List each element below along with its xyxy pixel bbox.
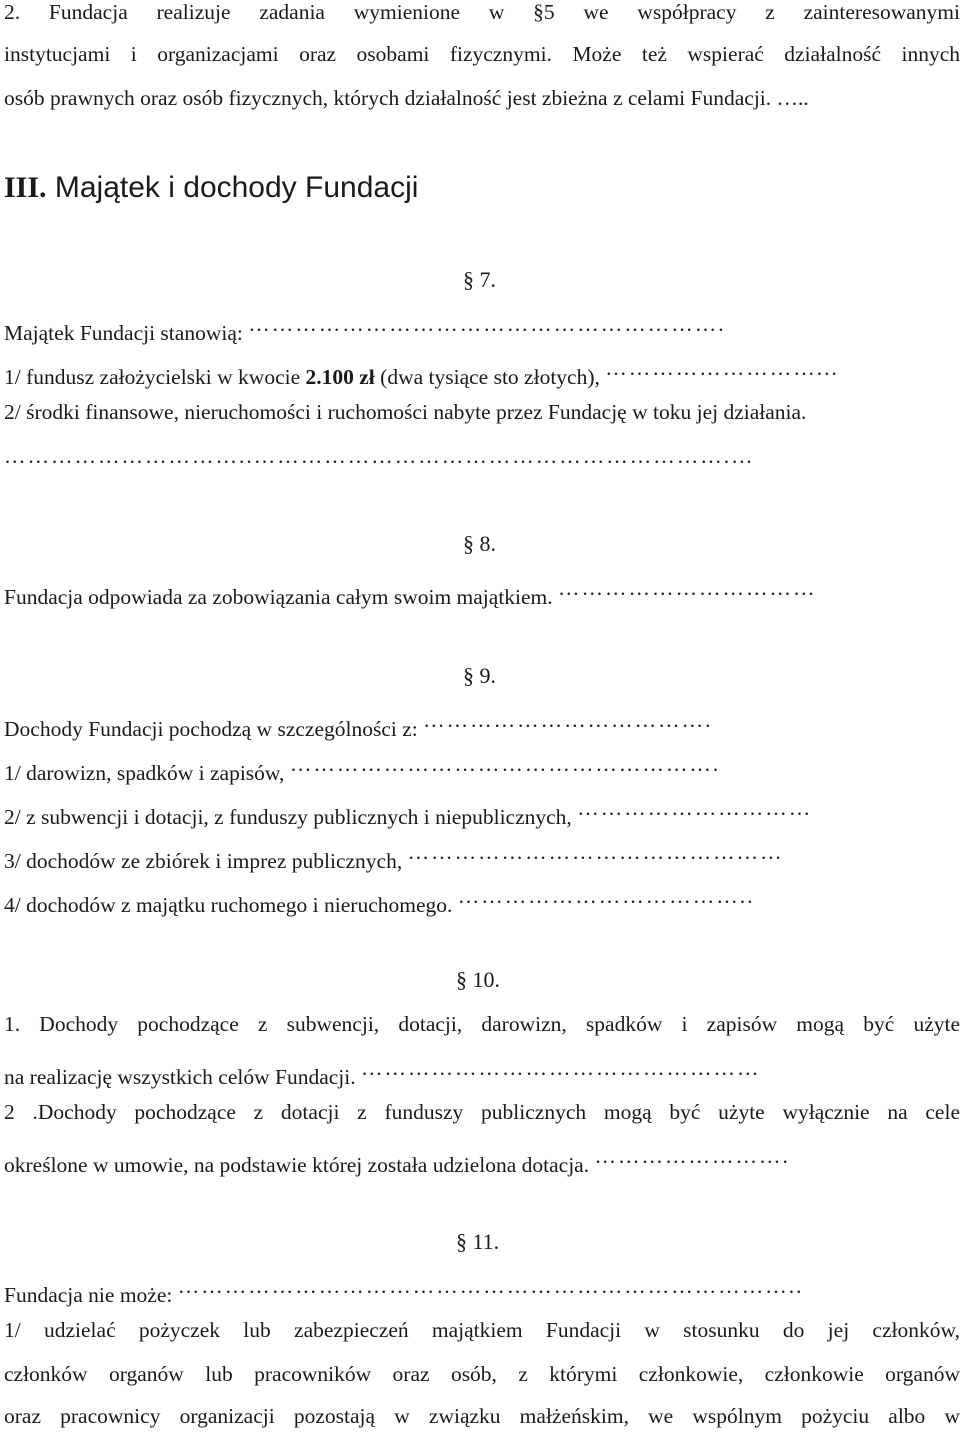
section-11-intro-text: Fundacja nie może:: [4, 1283, 173, 1307]
dot-leader: ……………………………………………………………………..: [177, 1274, 804, 1298]
dot-leader: …………………………………………: [407, 840, 784, 864]
dot-leader: ………………………...: [605, 356, 839, 380]
section-9-item-1: [4, 748, 960, 789]
paragraph-2-line-1: 2. Fundacja realizuje zadania wymienione w §5 we współpracy z zainteresowanymi: [4, 0, 960, 24]
paragraph-2-line-3-tail: …..: [776, 86, 809, 110]
section-11-item-1-line-1: 1/ udzielać pożyczek lub zabezpieczeń majątkiem Fundacji w stosunku do jej członków,: [4, 1318, 960, 1342]
dot-leader: …………………………: [577, 796, 813, 820]
section-9-item-2-text: 2/ z subwencji i dotacji, z funduszy publicznych i niepublicznych,: [4, 805, 572, 829]
section-7-item-1: [4, 352, 960, 393]
section-10-paragraph-1-line-1: 1. Dochody pochodzące z subwencji, dotacji, darowizn, spadków i zapisów mogą być użyte: [4, 1012, 960, 1036]
section-11-intro: [4, 1270, 960, 1311]
paragraph-2-line-3: [4, 82, 960, 114]
section-10-paragraph-2-line-2-text: określone w umowie, na podstawie której została udzielona dotacja.: [4, 1153, 590, 1177]
dot-leader: ……………………………………………….: [289, 752, 721, 776]
section-9-item-1-text: 1/ darowizn, spadków i zapisów,: [4, 761, 285, 785]
section-7-intro-text: Majątek Fundacji stanowią:: [4, 321, 243, 345]
section-11-heading: § 11.: [456, 1229, 500, 1254]
dot-leader: ……………………………………………: [361, 1056, 761, 1080]
chapter-number: III.: [4, 171, 47, 204]
section-7-item-1-text: 1/ fundusz założycielski w kwocie: [4, 365, 306, 389]
section-8-text-body: Fundacja odpowiada za zobowiązania całym swoim majątkiem.: [4, 585, 553, 609]
dot-leader: …………………….: [594, 1144, 790, 1168]
dot-leader: ……………………………: [558, 576, 817, 600]
chapter-heading: [4, 168, 418, 208]
dot-leader: ……………………………….: [423, 708, 713, 732]
dot-leader-line: [4, 440, 960, 481]
section-9-item-3: [4, 836, 960, 877]
section-9-heading: § 9.: [463, 663, 496, 688]
section-7-intro: [4, 308, 960, 349]
section-9-item-4-text: 4/ dochodów z majątku ruchomego i nieruchomego.: [4, 893, 453, 917]
section-9-item-2: [4, 792, 960, 833]
paragraph-2-line-3-text: osób prawnych oraz osób fizycznych, których działalność jest zbieżna z celami Fundacji.: [4, 86, 772, 110]
section-8-heading: § 8.: [463, 531, 496, 556]
dot-leader: ………………………………..: [457, 884, 755, 908]
section-7-item-1-amount: 2.100 zł: [305, 365, 375, 389]
section-8-text: [4, 572, 960, 613]
section-10-heading: § 10.: [456, 967, 500, 992]
section-10-paragraph-1-line-2-text: na realizację wszystkich celów Fundacji.: [4, 1065, 356, 1089]
section-11-item-1-line-2: członków organów lub pracowników oraz osób, z którymi członkowie, członkowie organów: [4, 1362, 960, 1386]
dot-leader: …………………………………………………….: [248, 312, 726, 336]
section-9-item-3-text: 3/ dochodów ze zbiórek i imprez publicznych,: [4, 849, 403, 873]
section-10-paragraph-2-line-1: 2 .Dochody pochodzące z dotacji z funduszy publicznych mogą być użyte wyłącznie na cele: [4, 1100, 960, 1124]
section-7-item-2: 2/ środki finansowe, nieruchomości i ruchomości nabyte przez Fundację w toku jej działania.: [4, 400, 807, 424]
section-7-item-1-words: (dwa tysiące sto złotych),: [374, 365, 600, 389]
dot-leader: …………………………..…………………………………………………….…: [4, 444, 755, 468]
section-11-item-1-line-3: oraz pracownicy organizacji pozostają w związku małżeńskim, we wspólnym pożyciu albo w: [4, 1404, 960, 1428]
section-9-intro: [4, 704, 960, 745]
section-10-paragraph-2-line-2: [4, 1140, 960, 1181]
section-7-heading: § 7.: [463, 267, 496, 292]
section-9-intro-text: Dochody Fundacji pochodzą w szczególności z:: [4, 717, 418, 741]
section-10-paragraph-1-line-2: [4, 1052, 960, 1093]
chapter-title: Majątek i dochody Fundacji: [54, 171, 419, 204]
section-9-item-4: [4, 880, 960, 921]
paragraph-2-line-2: instytucjami i organizacjami oraz osobami fizycznymi. Może też wspierać działalność innych: [4, 42, 960, 66]
